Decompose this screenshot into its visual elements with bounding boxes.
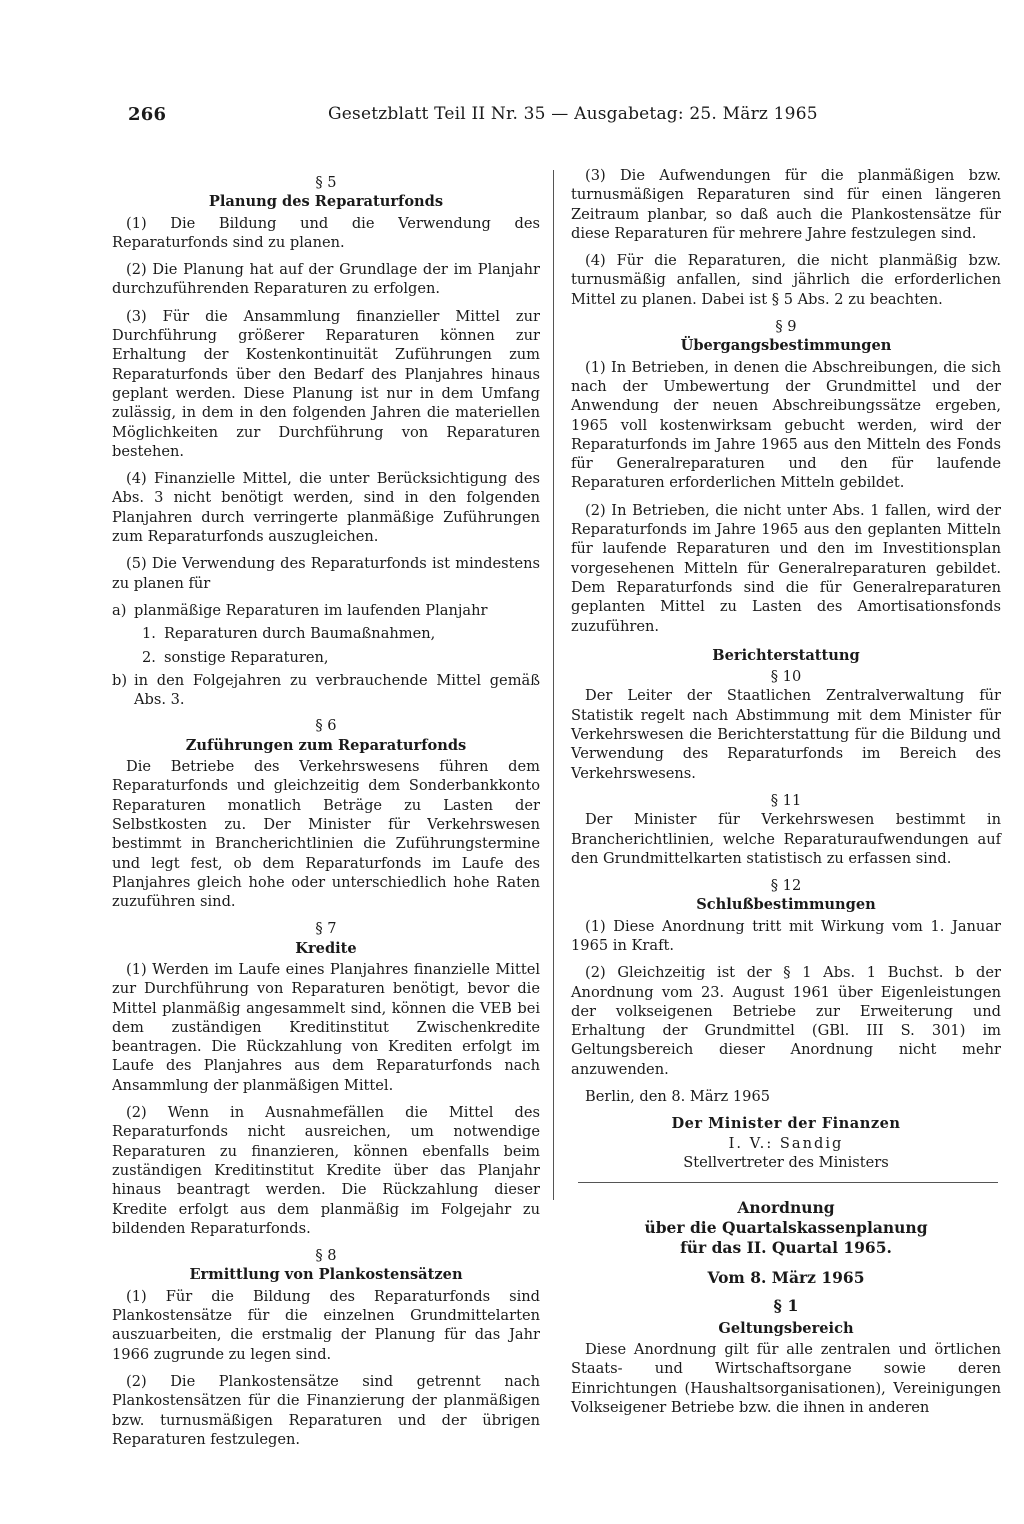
paragraph: Die Betriebe des Verkehrswesens führen dem Reparaturfonds und gleichzeitig dem Sonderbankkonto Reparaturen monatlich Beträge zu Lasten der Selbstkosten zu. Der Minister für Verkehrswesen bestimmt in Brancherichtlinien die Zuführungstermine und legt fest, ob dem Reparaturfonds im Laufe des Planjahres gleich hohe oder unterschiedlich hohe Raten zuzuführen sind. [112, 758, 540, 911]
section-title: Ermittlung von Plankostensätzen [189, 1266, 463, 1284]
paragraph: (5) Die Verwendung des Reparaturfonds ist mindestens zu planen für [112, 555, 540, 592]
paragraph: (2) Die Planung hat auf der Grundlage der im Planjahr durchzuführenden Reparaturen zu erfolgen. [112, 261, 540, 298]
header-title: Gesetzblatt Teil II Nr. 35 — Ausgabetag: 25. März 1965 [328, 104, 818, 124]
title-line: über die Quartalskassenplanung [644, 1218, 928, 1238]
paragraph: (2) Die Plankostensätze sind getrennt nach Plankostensätzen für die Finanzierung der planmäßigen bzw. turnusmäßigen Reparaturen und der übrigen Reparaturen festzulegen. [112, 1372, 540, 1448]
paragraph: (2) Gleichzeitig ist der § 1 Abs. 1 Buchst. b der Anordnung vom 23. August 1961 über Eigenleistungen der volkseigenen Betriebe zur Erweiterung und Erhaltung der Grundmittel (GBl. III S. 301) im Geltungsbereich dieser Anordnung nicht mehr anzuwenden. [571, 964, 1001, 1078]
paragraph: (2) In Betrieben, die nicht unter Abs. 1 fallen, wird der Reparaturfonds im Jahre 1965 aus den geplanten Mitteln für laufende Reparaturen und den im Investitionsplan vorgesehenen Mitteln für Generalreparaturen gebildet. Dem Reparaturfonds sind die für Generalreparaturen geplanten Mittel zu Lasten des Amortisationsfonds zuzuführen. [571, 501, 1001, 635]
page-number: 266 [128, 104, 167, 125]
section-title: Zuführungen zum Reparaturfonds [185, 736, 467, 754]
signature-office: Der Minister der Finanzen [671, 1115, 901, 1133]
section-number: § 6 [315, 717, 337, 735]
paragraph: (2) Wenn in Ausnahmefällen die Mittel des Reparaturfonds nicht ausreichen, um notwendige Reparaturen zu finanzieren, können ebenfalls beim zuständigen Kreditinstitut Kredite über das Planjahr hinaus beantragt werden. Die Rückzahlung dieser Kredite erfolgt aus dem planmäßig im Folgejahr zu bildenden Reparaturfonds. [112, 1104, 540, 1237]
paragraph: Der Minister für Verkehrswesen bestimmt in Brancherichtlinien, welche Reparaturaufwendungen auf den Grundmittelkarten statistisch zu erfassen sind. [571, 811, 1001, 867]
paragraph: (4) Finanzielle Mittel, die unter Berücksichtigung des Abs. 3 nicht benötigt werden, sind in den folgenden Planjahren durch verringerte planmäßige Zuführungen zum Reparaturfonds auszugleichen. [112, 470, 540, 546]
list-subitem [142, 648, 540, 667]
section-title: Übergangsbestimmungen [680, 337, 892, 355]
section-title: Schlußbestimmungen [696, 896, 876, 914]
section-title: Geltungsbereich [718, 1319, 854, 1337]
section-number: § 7 [315, 920, 337, 938]
signature-block [571, 1114, 1001, 1172]
list-text: in den Folgejahren zu verbrauchende Mittel gemäß Abs. 3. [134, 671, 540, 709]
section-number: § 9 [775, 318, 797, 336]
section-number: § 8 [315, 1247, 337, 1265]
section-number: § 11 [770, 791, 802, 809]
paragraph: (1) Diese Anordnung tritt mit Wirkung vom 1. Januar 1965 in Kraft. [571, 917, 1001, 954]
paragraph: (3) Für die Ansammlung finanzieller Mittel zur Durchführung größerer Reparaturen können zur Erhaltung der Kostenkontinuität Zuführungen zum Reparaturfonds über den Bedarf des Planjahres hinaus geplant werden. Diese Planung ist nur in dem Umfang zulässig, in dem in den folgenden Jahren die materiellen Möglichkeiten zur Durchführung von Reparaturen bestehen. [112, 307, 540, 460]
left-column [112, 166, 540, 1457]
signature-place-date: Berlin, den 8. März 1965 [585, 1088, 771, 1106]
list-label: b) [112, 671, 128, 689]
section-title: Planung des Reparaturfonds [208, 193, 444, 211]
paragraph: (4) Für die Reparaturen, die nicht planmäßig bzw. turnusmäßig anfallen, sind jährlich die erforderlichen Mittel zu planen. Dabei ist § 5 Abs. 2 zu beachten. [571, 252, 1001, 308]
new-document-date: Vom 8. März 1965 [707, 1268, 865, 1288]
list-text: sonstige Reparaturen, [164, 648, 329, 666]
right-column [571, 166, 1001, 1425]
paragraph: (1) Die Bildung und die Verwendung des Reparaturfonds sind zu planen. [112, 214, 540, 251]
title-line: Anordnung [737, 1198, 835, 1218]
section-number: § 10 [770, 668, 802, 686]
list-item [112, 671, 540, 710]
paragraph: (1) Werden im Laufe eines Planjahres finanzielle Mittel zur Durchführung von Reparaturen benötigt, bevor die Mittel planmäßig angesammelt sind, können die VEB bei dem zuständigen Kreditinstitut Zwischenkredite beantragen. Die Rückzahlung von Krediten erfolgt im Laufe des Planjahres aus dem Reparaturfonds nach Ansammlung der planmäßigen Mittel. [112, 960, 540, 1094]
signature-role: Stellvertreter des Ministers [683, 1153, 889, 1171]
list-text: Reparaturen durch Baumaßnahmen, [164, 625, 436, 643]
section-number: § 5 [315, 174, 337, 191]
list-label: 1. [142, 625, 156, 643]
list-text: planmäßige Reparaturen im laufenden Planjahr [134, 601, 488, 619]
document-separator [578, 1182, 998, 1183]
paragraph: (1) Für die Bildung des Reparaturfonds sind Plankostensätze für die einzelnen Grundmittelarten auszuarbeiten, die erstmalig der Planung für das Jahr 1966 zugrunde zu legen sind. [112, 1287, 540, 1363]
paragraph: Diese Anordnung gilt für alle zentralen und örtlichen Staats- und Wirtschaftsorgane sowie deren Einrichtungen (Haushaltsorganisationen), Vereinigungen Volkseigener Betriebe bzw. die ihnen in anderen [571, 1341, 1001, 1417]
list-label: a) [112, 601, 127, 619]
paragraph: (1) In Betrieben, in denen die Abschreibungen, die sich nach der Umbewertung der Grundmittel und der Anwendung der neuen Abschreibungssätze ergeben, 1965 voll kostenwirksam gebucht werden, wird der Reparaturfonds im Jahre 1965 aus den Mitteln des Fonds für Generalreparaturen und den für laufende Reparaturen erforderlichen Mitteln gebildet. [571, 358, 1001, 492]
section-title: Berichterstattung [712, 646, 860, 664]
signature-name: I. V.: Sandig [728, 1134, 844, 1152]
enumeration-list [112, 601, 540, 709]
column-divider [553, 170, 554, 1200]
list-label: 2. [142, 648, 156, 666]
section-title: Kredite [295, 939, 357, 957]
section-number: § 12 [770, 877, 802, 895]
new-document-title [571, 1198, 1001, 1258]
paragraph: Der Leiter der Staatlichen Zentralverwaltung für Statistik regelt nach Abstimmung mit dem Minister für Verkehrswesen die Berichterstattung für die Bildung und Verwendung des Reparaturfonds im Bereich des Verkehrswesens. [571, 687, 1001, 782]
page-header [128, 104, 1008, 128]
title-line: für das II. Quartal 1965. [680, 1238, 892, 1258]
list-item [112, 601, 540, 620]
list-subitem [142, 624, 540, 643]
paragraph: (3) Die Aufwendungen für die planmäßigen bzw. turnusmäßigen Reparaturen sind für einen längeren Zeitraum planbar, so daß auch die Plankostensätze für diese Reparaturen für mehrere Jahre festzulegen sind. [571, 167, 1001, 242]
section-number: § 1 [773, 1295, 799, 1315]
